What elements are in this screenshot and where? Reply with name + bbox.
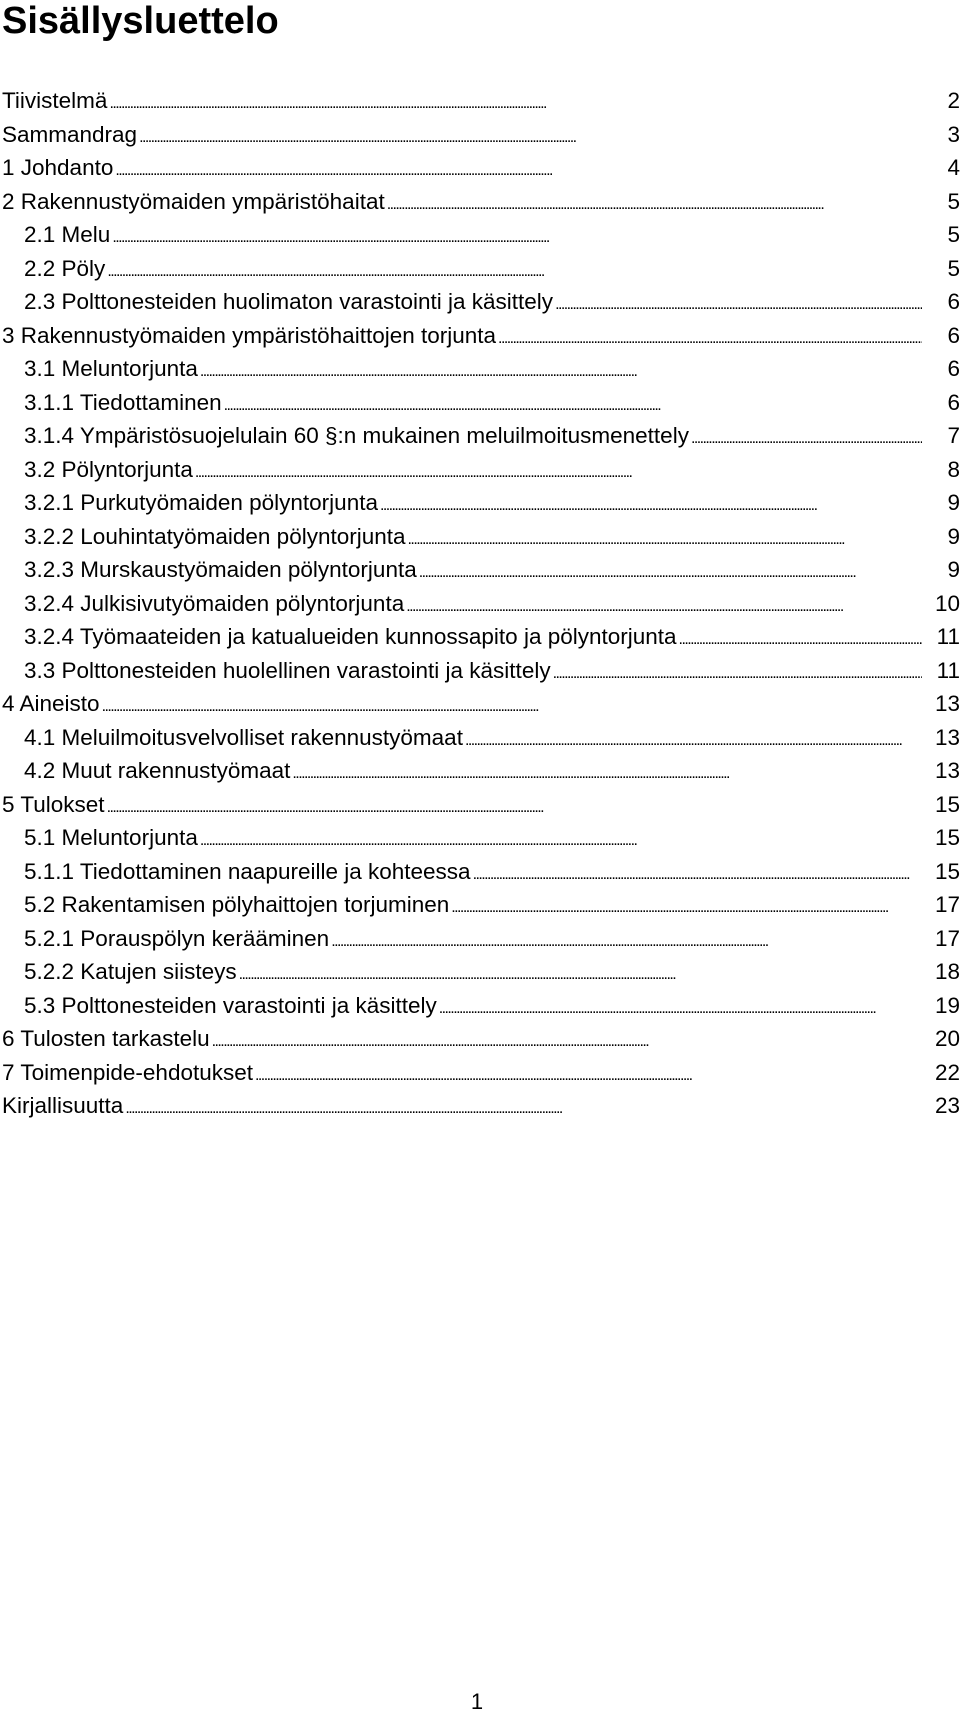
toc-entry[interactable] bbox=[0, 218, 960, 252]
dot-leader bbox=[107, 791, 922, 825]
toc-entry-label: 3.2.2 Louhintatyömaiden pölyntorjunta bbox=[24, 523, 406, 549]
toc-entry-page: 7 bbox=[947, 423, 960, 448]
toc-entry[interactable] bbox=[0, 888, 960, 922]
toc-entry-page: 9 bbox=[947, 490, 960, 515]
toc-entry-page: 5 bbox=[947, 188, 960, 214]
toc-entry[interactable] bbox=[0, 989, 960, 1023]
toc-entry-label: 5.2.2 Katujen siisteys bbox=[24, 959, 237, 984]
toc-entry-page: 17 bbox=[934, 925, 960, 951]
page-number-text: 1 bbox=[470, 1689, 484, 1714]
toc-entry-page: 5 bbox=[947, 255, 960, 281]
toc-entry-page: 5 bbox=[947, 222, 960, 247]
toc-entry-page: 6 bbox=[947, 322, 960, 348]
toc-entry-label: 5.3 Polttonesteiden varastointi ja käsittely bbox=[24, 992, 437, 1018]
toc-entry[interactable] bbox=[0, 453, 960, 487]
dot-leader bbox=[553, 657, 922, 691]
dot-leader bbox=[102, 690, 922, 724]
toc-entry-label: 2.3 Polttonesteiden huolimaton varastointi ja käsittely bbox=[24, 289, 554, 314]
toc-entry-label: 3.1 Meluntorjunta bbox=[24, 356, 198, 381]
toc-entry[interactable] bbox=[0, 352, 960, 386]
toc-entry[interactable] bbox=[0, 520, 960, 554]
toc-entry-label: 5 Tulokset bbox=[2, 791, 105, 817]
toc-entry[interactable] bbox=[0, 285, 960, 319]
toc-entry-page: 23 bbox=[934, 1093, 960, 1118]
toc-entry[interactable] bbox=[0, 788, 960, 822]
toc-entry-page: 6 bbox=[947, 356, 960, 381]
page-title: Sisällysluettelo bbox=[2, 0, 279, 42]
dot-leader bbox=[112, 221, 922, 255]
toc-entry-page: 13 bbox=[934, 724, 960, 750]
toc-entry[interactable] bbox=[0, 754, 960, 788]
toc-entry-label: 5.2.1 Porauspölyn kerääminen bbox=[24, 925, 330, 951]
toc-entry-page: 11 bbox=[936, 624, 960, 649]
toc-entry[interactable] bbox=[0, 1022, 960, 1056]
dot-leader bbox=[451, 891, 922, 925]
toc-entry-page: 19 bbox=[934, 992, 960, 1018]
dot-leader bbox=[691, 422, 922, 456]
toc-entry-label: 3.2.1 Purkutyömaiden pölyntorjunta bbox=[24, 490, 378, 515]
toc-entry[interactable] bbox=[0, 252, 960, 286]
toc-entry-label: 3.2 Pölyntorjunta bbox=[24, 456, 193, 482]
dot-leader bbox=[555, 288, 922, 322]
toc-entry-label: 2.2 Pöly bbox=[24, 255, 106, 281]
toc-entry[interactable] bbox=[0, 687, 960, 721]
toc-entry-page: 15 bbox=[934, 825, 960, 850]
dot-leader bbox=[380, 489, 922, 523]
dot-leader bbox=[255, 1059, 922, 1093]
toc-entry-label: 3.3 Polttonesteiden huolellinen varastointi ja käsittely bbox=[24, 657, 551, 683]
toc-entry-label: 5.1.1 Tiedottaminen naapureille ja kohteessa bbox=[24, 858, 471, 884]
toc-entry-label: 2.1 Melu bbox=[24, 222, 111, 247]
dot-leader bbox=[107, 255, 922, 289]
toc-entry-label: Sammandrag bbox=[2, 121, 138, 147]
toc-entry-label: 5.2 Rakentamisen pölyhaittojen torjuminen bbox=[24, 892, 450, 917]
toc-entry-label: Tiivistelmä bbox=[2, 88, 108, 113]
toc-entry-page: 6 bbox=[947, 389, 960, 415]
toc-entry-page: 13 bbox=[934, 758, 960, 783]
toc-entry[interactable] bbox=[0, 587, 960, 621]
dot-leader bbox=[139, 121, 922, 155]
toc-entry-label: 1 Johdanto bbox=[2, 155, 114, 180]
toc-entry[interactable] bbox=[0, 386, 960, 420]
dot-leader bbox=[465, 724, 922, 758]
dot-leader bbox=[331, 925, 922, 959]
toc-entry-page: 15 bbox=[934, 791, 960, 817]
dot-leader bbox=[498, 322, 922, 356]
toc-entry-label: 4.2 Muut rakennustyömaat bbox=[24, 758, 291, 783]
toc-entry[interactable] bbox=[0, 654, 960, 688]
toc-entry-page: 4 bbox=[947, 155, 960, 180]
toc-entry-page: 11 bbox=[936, 657, 960, 683]
dot-leader bbox=[125, 1092, 922, 1126]
toc-entry-label: 3.2.4 Julkisivutyömaiden pölyntorjunta bbox=[24, 590, 405, 616]
table-of-contents bbox=[0, 84, 960, 1123]
toc-entry-page: 18 bbox=[934, 959, 960, 984]
dot-leader bbox=[387, 188, 922, 222]
toc-entry-page: 20 bbox=[934, 1026, 960, 1051]
toc-entry-page: 15 bbox=[934, 858, 960, 884]
toc-entry-page: 2 bbox=[947, 88, 960, 113]
dot-leader bbox=[239, 958, 922, 992]
toc-entry-page: 10 bbox=[934, 590, 960, 616]
toc-entry-label: 3.1.4 Ympäristösuojelulain 60 §:n mukainen meluilmoitusmenettely bbox=[24, 423, 689, 448]
toc-entry[interactable] bbox=[0, 185, 960, 219]
toc-entry-label: 6 Tulosten tarkastelu bbox=[2, 1026, 210, 1051]
toc-entry-page: 6 bbox=[947, 289, 960, 314]
toc-entry-label: 3 Rakennustyömaiden ympäristöhaittojen torjunta bbox=[2, 322, 497, 348]
dot-leader bbox=[439, 992, 922, 1026]
toc-entry-label: 4 Aineisto bbox=[2, 691, 100, 716]
dot-leader bbox=[679, 623, 922, 657]
toc-entry-page: 3 bbox=[947, 121, 960, 147]
toc-entry[interactable] bbox=[0, 84, 960, 118]
toc-entry-label: 5.1 Meluntorjunta bbox=[24, 825, 198, 850]
toc-entry-page: 9 bbox=[947, 557, 960, 582]
dot-leader bbox=[473, 858, 922, 892]
page-number bbox=[0, 1688, 960, 1716]
toc-entry[interactable] bbox=[0, 1089, 960, 1123]
toc-entry-label: Kirjallisuutta bbox=[2, 1093, 124, 1118]
dot-leader bbox=[406, 590, 922, 624]
toc-entry-label: 2 Rakennustyömaiden ympäristöhaitat bbox=[2, 188, 385, 214]
dot-leader bbox=[115, 154, 922, 188]
toc-entry-page: 22 bbox=[934, 1059, 960, 1085]
dot-leader bbox=[200, 824, 922, 858]
toc-entry-page: 8 bbox=[947, 456, 960, 482]
dot-leader bbox=[212, 1025, 922, 1059]
dot-leader bbox=[408, 523, 922, 557]
toc-entry[interactable] bbox=[0, 922, 960, 956]
toc-entry[interactable] bbox=[0, 319, 960, 353]
toc-entry[interactable] bbox=[0, 118, 960, 152]
dot-leader bbox=[419, 556, 922, 590]
toc-entry-page: 13 bbox=[934, 691, 960, 716]
toc-entry[interactable] bbox=[0, 821, 960, 855]
toc-entry[interactable] bbox=[0, 955, 960, 989]
toc-entry[interactable] bbox=[0, 419, 960, 453]
dot-leader bbox=[195, 456, 922, 490]
toc-entry-label: 3.1.1 Tiedottaminen bbox=[24, 389, 222, 415]
toc-entry[interactable] bbox=[0, 721, 960, 755]
dot-leader bbox=[292, 757, 922, 791]
toc-entry[interactable] bbox=[0, 855, 960, 889]
toc-entry[interactable] bbox=[0, 553, 960, 587]
dot-leader bbox=[224, 389, 922, 423]
toc-entry-label: 3.2.4 Työmaateiden ja katualueiden kunnossapito ja pölyntorjunta bbox=[24, 624, 677, 649]
toc-entry-label: 4.1 Meluilmoitusvelvolliset rakennustyömaat bbox=[24, 724, 463, 750]
toc-entry-page: 9 bbox=[947, 523, 960, 549]
toc-entry-label: 3.2.3 Murskaustyömaiden pölyntorjunta bbox=[24, 557, 417, 582]
toc-entry[interactable] bbox=[0, 620, 960, 654]
toc-entry[interactable] bbox=[0, 151, 960, 185]
toc-entry-label: 7 Toimenpide-ehdotukset bbox=[2, 1059, 254, 1085]
toc-entry-page: 17 bbox=[934, 892, 960, 917]
dot-leader bbox=[200, 355, 922, 389]
toc-entry[interactable] bbox=[0, 1056, 960, 1090]
dot-leader bbox=[109, 87, 922, 121]
toc-entry[interactable] bbox=[0, 486, 960, 520]
